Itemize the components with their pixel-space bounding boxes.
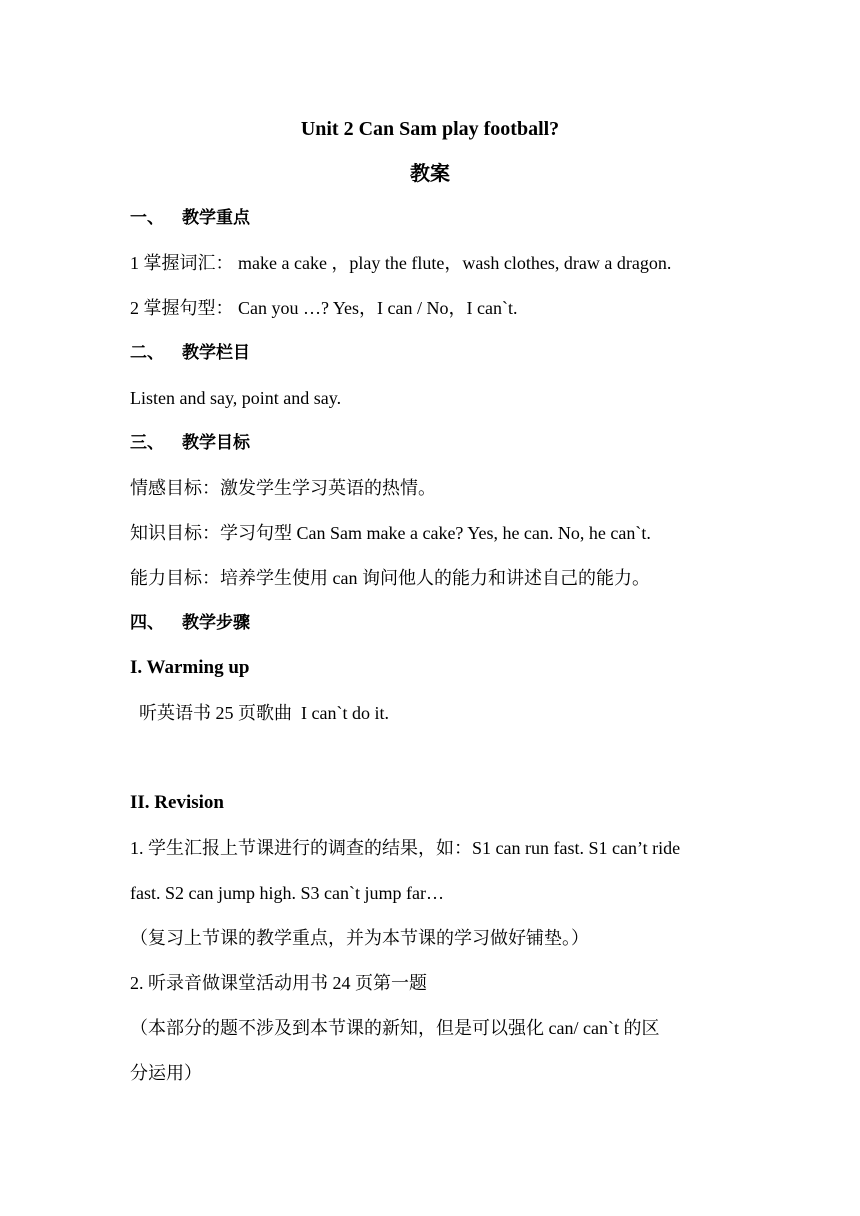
warming-up-heading: I. Warming up: [130, 657, 250, 678]
warming-up-text: 听英语书 25 页歌曲 I can`t do it.: [130, 703, 389, 723]
section-label: 教学重点: [182, 208, 250, 228]
revision-line: 1. 学生汇报上节课进行的调查的结果，如：S1 can run fast. S1 can’t ride: [130, 838, 681, 858]
column-text: Listen and say, point and say.: [130, 388, 342, 408]
revision-line: 2. 听录音做课堂活动用书 24 页第一题: [130, 973, 427, 993]
revision-heading: II. Revision: [130, 792, 224, 813]
section-number: 三、: [130, 433, 164, 453]
revision-note: （复习上节课的教学重点，并为本节课的学习做好铺垫。）: [130, 928, 589, 948]
section-label: 教学栏目: [182, 343, 250, 363]
section-heading-column: [130, 341, 750, 365]
focus-vocabulary: 1 掌握词汇： make a cake ，play the flute，wash clothes, draw a dragon.: [130, 253, 672, 273]
focus-sentence: 2 掌握句型： Can you …? Yes，I can / No，I can`t.: [130, 298, 518, 318]
goal-knowledge: 知识目标：学习句型 Can Sam make a cake? Yes, he can. No, he can`t.: [130, 523, 651, 543]
section-heading-focus: [130, 206, 750, 230]
section-heading-steps: [130, 611, 750, 635]
revision-line: fast. S2 can jump high. S3 can`t jump far…: [130, 883, 444, 903]
section-number: 四、: [130, 613, 164, 633]
revision-note: 分运用）: [130, 1063, 202, 1083]
goal-emotion: 情感目标：激发学生学习英语的热情。: [130, 478, 436, 498]
goal-ability: 能力目标：培养学生使用 can 询问他人的能力和讲述自己的能力。: [130, 568, 650, 588]
section-number: 二、: [130, 343, 164, 363]
section-number: 一、: [130, 208, 164, 228]
document-subtitle: 教案: [410, 161, 450, 185]
section-heading-goals: [130, 431, 750, 455]
document-title: Unit 2 Can Sam play football?: [300, 118, 560, 140]
revision-note: （本部分的题不涉及到本节课的新知，但是可以强化 can/ can`t 的区: [130, 1018, 660, 1038]
section-label: 教学步骤: [182, 613, 250, 633]
section-label: 教学目标: [182, 433, 250, 453]
